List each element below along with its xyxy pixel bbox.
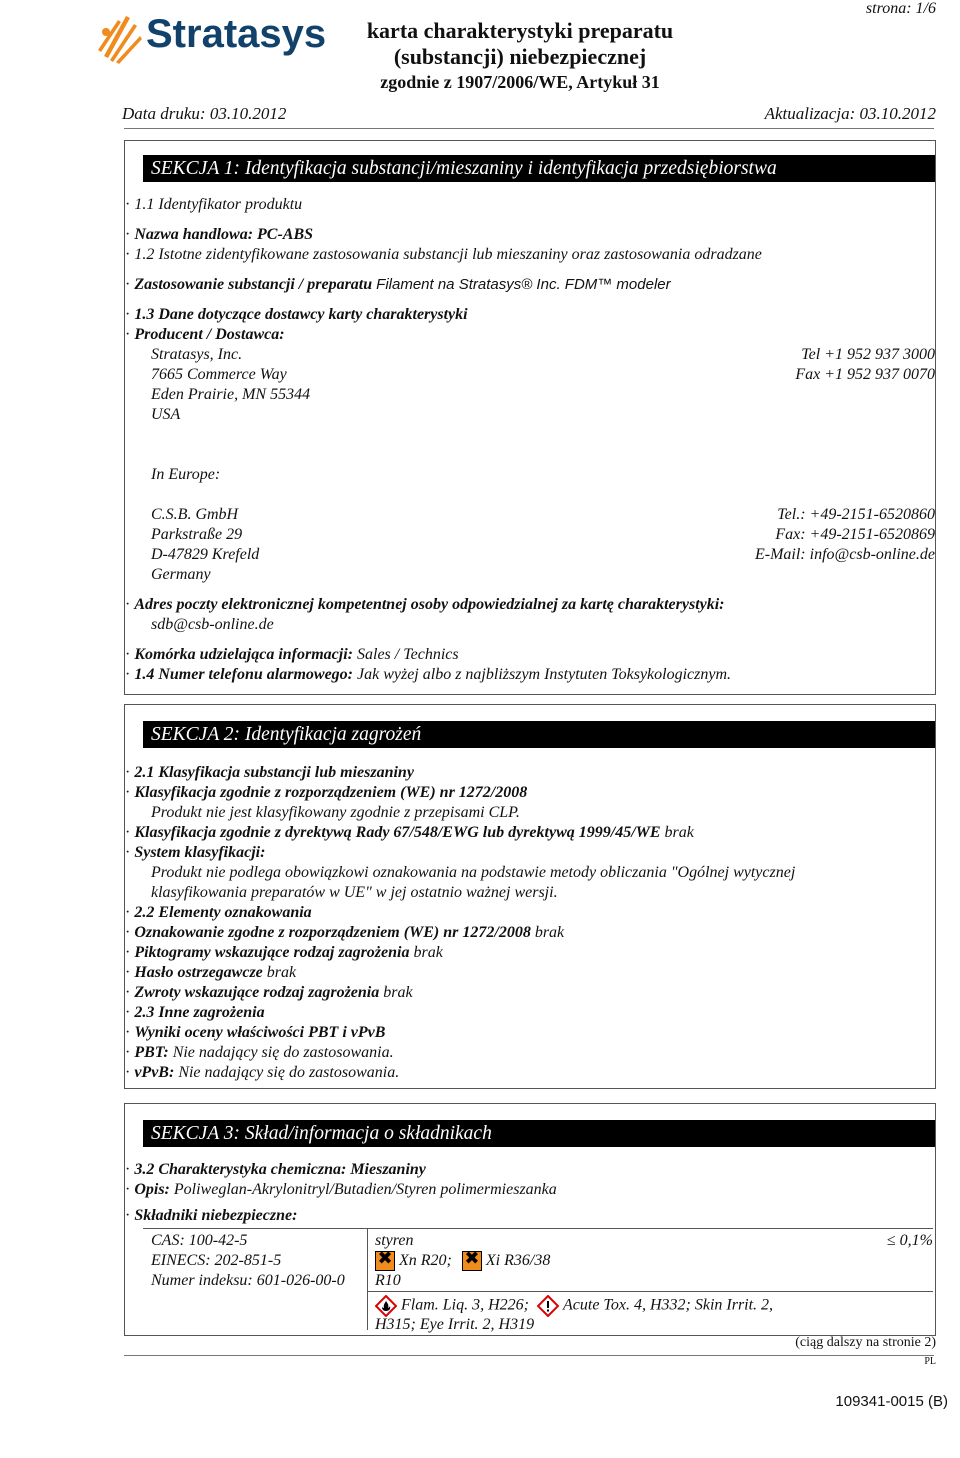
footer-divider (124, 1355, 934, 1356)
flame-pictogram-icon (375, 1295, 397, 1317)
section-3-title: SEKCJA 3: Skład/informacja o składnikach (143, 1120, 935, 1147)
section-2-title: SEKCJA 2: Identyfikacja zagrożeń (143, 721, 935, 748)
s1-emergency: · 1.4 Numer telefonu alarmowego: Jak wyżej albo z najbliższym Instytuten Toksykologicznym. (125, 666, 732, 683)
update-date: Aktualizacja: 03.10.2012 (764, 104, 936, 123)
section-2 (124, 704, 936, 1089)
component-table (143, 1228, 933, 1333)
s3-hazardous-label: · Składniki niebezpieczne: (125, 1207, 298, 1224)
s2-labelling: · Oznakowanie zgodne z rozporządzeniem (WE) nr 1272/2008 brak (125, 924, 565, 941)
s1-trade-name: · Nazwa handlowa: PC-ABS (125, 226, 314, 243)
s2-vpvb: · vPvB: Nie nadający się do zastosowania. (125, 1064, 400, 1081)
eu-line-1: C.S.B. GmbH (151, 506, 239, 523)
s2-line-2-3: · 2.3 Inne zagrożenia (125, 1004, 265, 1021)
logo-text: Stratasys (146, 12, 327, 56)
clp-classification-1: Flam. Liq. 3, H226; Acute Tox. 4, H332; Skin Irrit. 2, (375, 1295, 773, 1317)
s1-line-1-1: · 1.1 Identyfikator produktu (125, 196, 303, 213)
s2-system: · System klasyfikacji: (125, 844, 266, 861)
irritant-cross-icon: ✖ (462, 1251, 482, 1271)
table-inner-divider (367, 1291, 933, 1292)
language-code: PL (924, 1356, 936, 1367)
s2-clp: · Klasyfikacja zgodnie z rozporządzeniem (WE) nr 1272/2008 (125, 784, 528, 801)
s2-pbt-title: · Wyniki oceny właściwości PBT i vPvB (125, 1024, 386, 1041)
s1-use: · Zastosowanie substancji / preparatu Filament na Stratasys® Inc. FDM™ modeler (125, 276, 671, 293)
eu-fax: Fax: +49-2151-6520869 (775, 526, 935, 543)
europe-label: In Europe: (151, 466, 221, 483)
section-3 (124, 1103, 936, 1336)
address-line-4: USA (151, 406, 181, 423)
s1-info-dept: · Komórka udzielająca informacji: Sales / Technics (125, 646, 459, 663)
s2-pictograms: · Piktogramy wskazujące rodzaj zagrożenia brak (125, 944, 443, 961)
document-id: 109341-0015 (B) (835, 1393, 948, 1410)
component-name: styren (375, 1232, 414, 1249)
harmful-cross-icon: ✖ (375, 1251, 395, 1271)
print-date: Data druku: 03.10.2012 (122, 104, 287, 123)
s1-email-label: · Adres poczty elektronicznej kompetentnej osoby odpowiedzialnej za kartę charakterystyki: (125, 596, 725, 613)
einecs-number: EINECS: 202-851-5 (151, 1252, 282, 1269)
eu-email: E-Mail: info@csb-online.de (754, 546, 935, 563)
phone: Tel +1 952 937 3000 (801, 346, 935, 363)
address-line-1: Stratasys, Inc. (151, 346, 243, 363)
s1-line-1-3: · 1.3 Dane dotyczące dostawcy karty charakterystyki (125, 306, 468, 323)
page-number: strona: 1/6 (865, 0, 936, 17)
dsd-classification: ✖ Xn R20; ✖ Xi R36/38 (375, 1251, 550, 1271)
exclamation-pictogram-icon (537, 1295, 559, 1317)
s2-directive: · Klasyfikacja zgodnie z dyrektywą Rady 67/548/EWG lub dyrektywą 1999/45/WE brak (125, 824, 694, 841)
section-1-title: SEKCJA 1: Identyfikacja substancji/mieszaniny i identyfikacja przedsiębiorstwa (143, 155, 935, 182)
s2-line-2-1: · 2.1 Klasyfikacja substancji lub mieszaniny (125, 764, 414, 781)
stratasys-sun-icon (96, 10, 142, 64)
s2-pbt: · PBT: Nie nadający się do zastosowania. (125, 1044, 394, 1061)
s2-system-value-1: Produkt nie podlega obowiązkowi oznakowania na podstawie metody obliczania "Ogólnej wytycznej (151, 864, 796, 881)
r10-phrase: R10 (375, 1272, 401, 1289)
s1-producer-label: · Producent / Dostawca: (125, 326, 285, 343)
document-title-1: karta charakterystyki preparatu (366, 18, 674, 43)
s2-signal-word: · Hasło ostrzegawcze brak (125, 964, 297, 981)
s3-description: · Opis: Poliweglan-Akrylonitryl/Butadien/Styren polimermieszanka (125, 1181, 557, 1198)
section-1 (124, 140, 936, 695)
eu-line-2: Parkstraße 29 (151, 526, 243, 543)
cas-number: CAS: 100-42-5 (151, 1232, 248, 1249)
eu-line-4: Germany (151, 566, 211, 583)
fax: Fax +1 952 937 0070 (795, 366, 935, 383)
address-line-2: 7665 Commerce Way (151, 366, 287, 383)
s1-email-value: sdb@csb-online.de (151, 616, 274, 633)
s3-line-3-2: · 3.2 Charakterystyka chemiczna: Mieszaniny (125, 1161, 426, 1178)
header-divider (124, 128, 934, 129)
document-title-2: (substancji) niebezpiecznej (393, 44, 647, 69)
clp-classification-2: H315; Eye Irrit. 2, H319 (375, 1316, 535, 1333)
concentration: ≤ 0,1% (886, 1232, 933, 1249)
eu-phone: Tel.: +49-2151-6520860 (777, 506, 935, 523)
document-title-3: zgodnie z 1907/2006/WE, Artykuł 31 (380, 72, 660, 92)
index-number: Numer indeksu: 601-026-00-0 (151, 1272, 345, 1289)
s2-hazard-phrases: · Zwroty wskazujące rodzaj zagrożenia brak (125, 984, 413, 1001)
address-line-3: Eden Prairie, MN 55344 (151, 386, 311, 403)
s2-line-2-2: · 2.2 Elementy oznakowania (125, 904, 312, 921)
eu-line-3: D-47829 Krefeld (151, 546, 260, 563)
continued-note: (ciąg dalszy na stronie 2) (795, 1335, 936, 1350)
s2-clp-value: Produkt nie jest klasyfikowany zgodnie z przepisami CLP. (151, 804, 520, 821)
s2-system-value-2: klasyfikowania preparatów w UE" w jej ostatnio ważnej wersji. (151, 884, 558, 901)
s1-line-1-2: · 1.2 Istotne zidentyfikowane zastosowania substancji lub mieszaniny oraz zastosowania odradzane (125, 246, 762, 263)
